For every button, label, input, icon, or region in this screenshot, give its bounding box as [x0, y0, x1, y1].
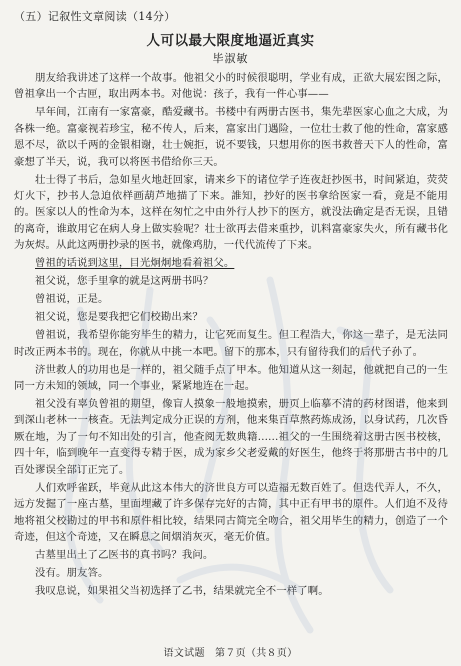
- underlined-paragraph: 曾祖的话说到这里，目光炯炯地看着祖父。: [35, 257, 235, 270]
- paragraph: 古墓里出土了乙医书的真书吗？我问。: [35, 548, 214, 561]
- paragraph: 没有。朋友答。: [35, 566, 109, 579]
- paragraph: 早年间，江南有一家富豪，酷爱藏书。书楼中有两册古医书，集先辈医家心血之大成，为各株一绝。富豪视若珍宝，秘不传人，后来，富家出门遇险，一位壮士救了他的性命，富家感恩不尽，欲以千两的金银相谢，壮士婉拒，说不要钱，只想用你的医书救普天下人的性命，富豪想了半天，说，我可以将医书借给你三天。: [14, 106, 448, 168]
- paragraph: 祖父说，您手里拿的就是这两册书吗？: [35, 275, 214, 288]
- article-title: 人可以最大限度地逼近真实: [146, 33, 315, 49]
- page-footer: 语文试题 第７页（共８页）: [163, 648, 298, 659]
- article-body: [14, 70, 448, 601]
- paragraph: 壮士得了书后，急如星火地赶回家，请来乡下的诸位学子连夜赶抄医书，时间紧迫，荧荧灯火下，抄书人急迫依样画葫芦地描了下来。誰知，抄好的医书拿给医家一看，竟是不能用的。医家以人的性命为本，这样在匆忙之中由外行人抄下的医方，就没法确定是否无误，且错的离奇，谁敢用它在病人身上做实验呢？壮士欲再去借来重抄，讥料富豪家失火，所有藏书化为灰烬。从此这两册抄录的医书，就像鸡肋，一代代流传了下来。: [14, 173, 448, 252]
- article-author: 毕淑敏: [212, 52, 249, 65]
- paragraph: 曾祖说，正是。: [35, 293, 109, 306]
- paragraph: 祖父没有辜负曾祖的期望，像盲人摸象一般地摸索，册页上临摹不清的药材图谱，他来到到深山老林一一核查。无法判定成分正误的方剂，他来集百草熬药炼成汤，以身试药，几次昏厥在地，为了一句不知出处的引言，他查阅无数典籍……祖父的一生围绕着这册古医书校核，四十年，临到晚年一直变得专精于医，成为家乡父老爱戴的好医生，他终于将那册古书中的几百处谬误全部订正完了。: [14, 398, 448, 476]
- section-heading: （五）记叙性文章阅读（14分）: [14, 10, 176, 23]
- paragraph: 我叹息说，如果祖父当初选择了乙书，结果就完全不一样了啊。: [35, 584, 329, 597]
- paragraph: 祖父说，您是要我把它们校勘出来？: [35, 311, 203, 324]
- paragraph: 人们欢呼雀跃，毕竟从此这本伟大的济世良方可以造福无数百姓了。但迭代弄人，不久，远方发掘了一座古墓，里面埋藏了许多保存完好的古简，其中正有甲书的原件。人们迫不及待地将祖父校勘过的甲书和原件相比较，结果同古简完全吻合，祖父用毕生的精力，创造了一个奇迹，但这个奇迹，又在瞬息之间烟消灰灭，毫无价值。: [14, 481, 448, 543]
- paragraph: 济世救人的功用也是一样的，祖父随手点了甲本。他知道从这一刻起，他就把自己的一生同一方未知的领域，同一个事业，紧紧地连在一起。: [14, 363, 448, 393]
- paragraph: 曾祖说，我希望你能穷毕生的精力，让它死而复生。但工程浩大，你这一辈子，是无法同时改正两本书的。现在，你就从中挑一本吧。留下的那本，只有留待我们的后代子孙了。: [14, 329, 448, 358]
- paragraph: 朋友给我讲述了这样一个故事。他祖父小的时候很聪明，学业有成，正欲大展宏图之际，曾祖拿出一个古匣，取出两本书。对他说：孩子，我有一件心事——: [14, 72, 448, 101]
